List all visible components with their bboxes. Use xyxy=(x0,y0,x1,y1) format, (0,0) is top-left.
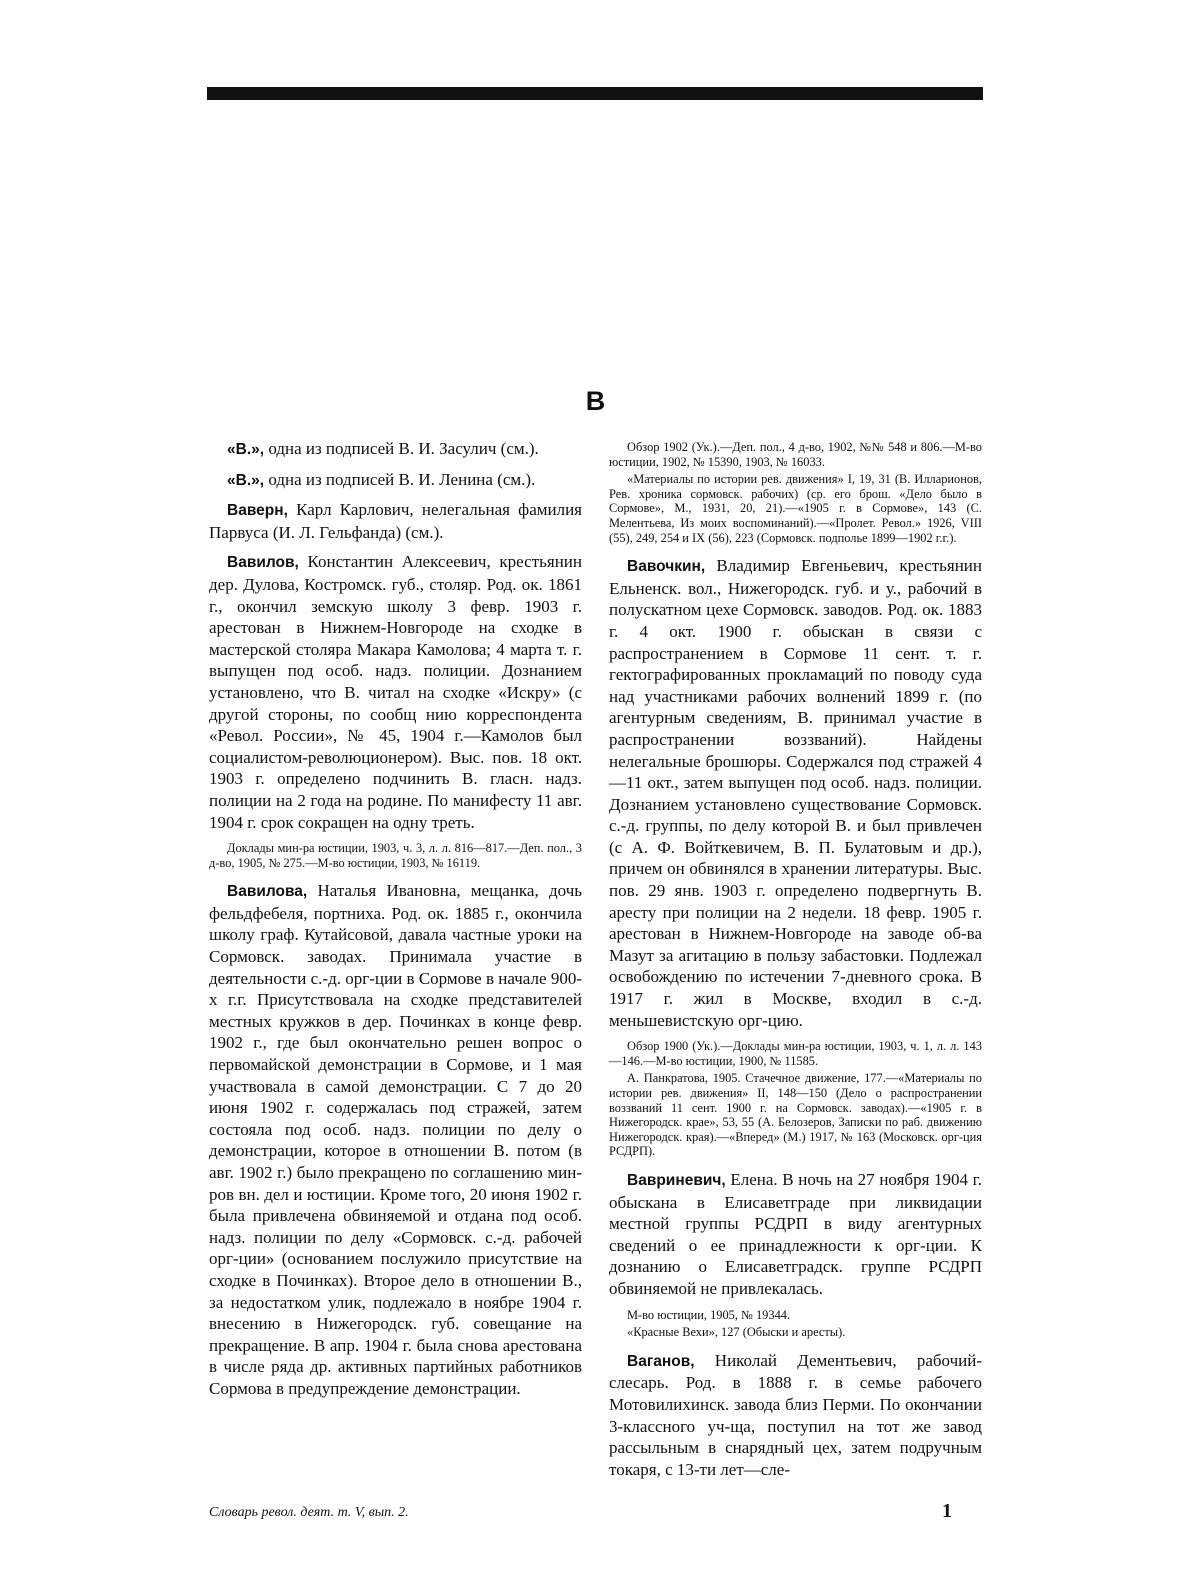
footer-title: Словарь револ. деят. т. V, вып. 2. xyxy=(209,1505,409,1520)
entry-text: Карл Карлович, нелегальная фамилия Парвуса (И. Л. Гельфанда) (см.). xyxy=(209,500,582,542)
sources-block xyxy=(609,1039,982,1159)
entry-text: Наталья Ивановна, мещанка, дочь фельдфебеля, портниха. Род. ок. 1885 г., окончила школу граф. Кутайсовой, давала частные уроки на Сормовск. заводах. Принимала участие в деятельности с.-д. орг-ции в Сормове в начале 900-х г.г. Присутствовала на сходке представителей местных кружков в дер. Починках в конце февр. 1902 г., где был окончательно решен вопрос о первомайской демонстрации в Сормове, и 1 мая участвовала в самой демонстрации. С 7 до 20 июня 1902 г. содержалась под стражей, затем состояла под особ. надз. полиции по делу о демонстрации, которое в отношении В. потом (в авг. 1902 г.) было прекращено по соглашению мин-ров вн. дел и юстиции. Кроме того, 20 июня 1902 г. была привлечена обвиняемой и отдана под особ. надз. полиции по делу «Сормовск. с.-д. рабочей орг-ции» (основанием послужило присутствие на сходке в Починках). Второе дело в отношении В., за недостатком улик, подлежало в ноябре 1904 г. внесению в Нижегородск. губ. совещание на прекращение. В апр. 1904 г. была снова арестована в числе ряда др. активных партийных работников Сормова в предупреждение демонстрации. xyxy=(209,881,582,1398)
entry-text: Елена. В ночь на 27 ноября 1904 г. обыскана в Елисаветграде при ликвидации местной группы РСДРП в виду агентурных сведений о ее принадлежности к орг-ции. К дознанию о Елисаветградск. группе РСДРП обвиняемой не привлекалась. xyxy=(609,1169,982,1298)
entry-headword: Ваганов, xyxy=(627,1352,695,1370)
sources-block xyxy=(209,841,582,870)
entry-headword: Ваверн, xyxy=(227,502,288,520)
entry-text: одна из подписей В. И. Засулич (см.). xyxy=(264,439,539,458)
dictionary-entry xyxy=(209,469,582,492)
dictionary-entry xyxy=(609,1350,982,1481)
entry-headword: Вавилова, xyxy=(227,883,308,901)
dictionary-entry xyxy=(209,551,582,833)
entry-headword: «В.», xyxy=(227,471,265,489)
source-reference: М-во юстиции, 1905, № 19344. xyxy=(627,1307,791,1322)
dictionary-entry xyxy=(609,555,982,1031)
source-reference: Доклады мин-ра юстиции, 1903, ч. 3, л. л. 816—817.—Деп. пол., 3 д-во, 1905, № 275.—М-во юстиции, 1903, № 16119. xyxy=(209,841,582,870)
right-column xyxy=(609,440,982,1488)
source-reference: Обзор 1902 (Ук.).—Деп. пол., 4 д-во, 1902, №№ 548 и 806.—М-во юстиции, 1902, № 15390, 1903, № 16033. xyxy=(609,440,982,469)
entry-headword: Вавилов, xyxy=(227,554,299,572)
entry-headword: Вавриневич, xyxy=(627,1171,726,1189)
left-column xyxy=(209,438,582,1408)
sources-block xyxy=(609,440,982,545)
sources-block xyxy=(609,1308,982,1340)
entry-text: Владимир Евгеньевич, крестьянин Ельненск. вол., Нижегородск. губ. и у., рабочий в полускатном цехе Сормовск. заводов. Род. ок. 1883 г. 4 окт. 1900 г. обыскан в связи с распространением в Сормове 11 сент. т. г. гектографированных прокламаций по поводу суда над участниками рабочих волнений 1899 г. (по агентурным сведениям, В. принимал участие в распространении воззваний). Найдены нелегальные брошюры. Содержался под стражей 4—11 окт., затем выпущен под особ. надз. полиции. Дознанием установлено существование Сормовск. с.-д. группы, по делу которой В. и был привлечен (с А. Ф. Войткевичем, В. П. Булатовым и др.), причем он обвинялся в хранении литературы. Выс. пов. 29 янв. 1903 г. определено подвергнуть В. аресту при полиции на 2 недели. 18 февр. 1905 г. арестован в Нижнем-Новгороде на заводе об-ва Мазут за агитацию в пользу забастовки. Подлежал освобождению по истечении 7-дневного срока. В 1917 г. жил в Москве, входил в с.-д. меньшевистскую орг-цию. xyxy=(609,556,982,1030)
section-letter: В xyxy=(585,386,606,416)
dictionary-entry xyxy=(209,438,582,461)
entry-text: одна из подписей В. И. Ленина (см.). xyxy=(264,469,536,489)
entry-headword: Вавочкин, xyxy=(627,558,706,576)
entry-text: Николай Дементьевич, рабочий-слесарь. Род. в 1888 г. в семье рабочего Мотовилихинск. завода близ Перми. По окончании 3-классного уч-ща, поступил на тот же завод рассыльным в снарядный цех, затем подручным токаря, с 13-ти лет—сле- xyxy=(609,1350,982,1479)
page-number: 1 xyxy=(942,1500,952,1522)
entry-headword: «В.», xyxy=(227,441,265,458)
source-reference: «Материалы по истории рев. движения» I, 19, 31 (В. Илларионов, Рев. хроника сормовск. рабочих) (ср. его брош. «Дело было в Сормове», М., 1931, 20, 21).—«1905 г. в Сормове», 143 (С. Мелентьева, Из моих воспоминаний).—«Пролет. Револ.» 1926, VIII (55), 249, 254 и IX (56), 223 (Сормовск. подполье 1899—1902 г.г.). xyxy=(609,472,982,545)
source-reference: «Красные Вехи», 127 (Обыски и аресты). xyxy=(627,1325,846,1340)
dictionary-entry xyxy=(609,1169,982,1300)
top-rule xyxy=(207,87,983,100)
source-reference: Обзор 1900 (Ук.).—Доклады мин-ра юстиции, 1903, ч. 1, л. л. 143—146.—М-во юстиции, 1900, № 11585. xyxy=(609,1039,982,1068)
source-reference: А. Панкратова, 1905. Стачечное движение, 177.—«Материалы по истории рев. движения» II, 148—150 (Дело о распространении воззваний 11 сент. 1900 г. на Сормовск. заводах).—«1905 г. в Нижегородск. крае», 53, 55 (А. Белозеров, Записки по раб. движению Нижегородск. края).—«Вперед» (М.) 1917, № 163 (Московск. орг-ция РСДРП). xyxy=(609,1071,982,1159)
dictionary-entry xyxy=(209,499,582,543)
entry-text: Константин Алексеевич, крестьянин дер. Дулова, Костромск. губ., столяр. Род. ок. 1861 г., окончил земскую школу 3 февр. 1903 г. арестован в Нижнем-Новгороде на сходке в мастерской столяра Макара Камолова; 4 марта т. г. выпущен под особ. надз. полиции. Дознанием установлено, что В. читал на сходке «Искру» (с другой стороны, по сообщ нию корреспондента «Револ. России», № 45, 1904 г.—Камолов был социалистом-революционером). Выс. пов. 18 окт. 1903 г. определено подчинить В. гласн. надз. полиции на 2 года на родине. По манифесту 11 авг. 1904 г. срок сокращен на одну треть. xyxy=(209,552,582,832)
dictionary-entry xyxy=(209,880,582,1399)
